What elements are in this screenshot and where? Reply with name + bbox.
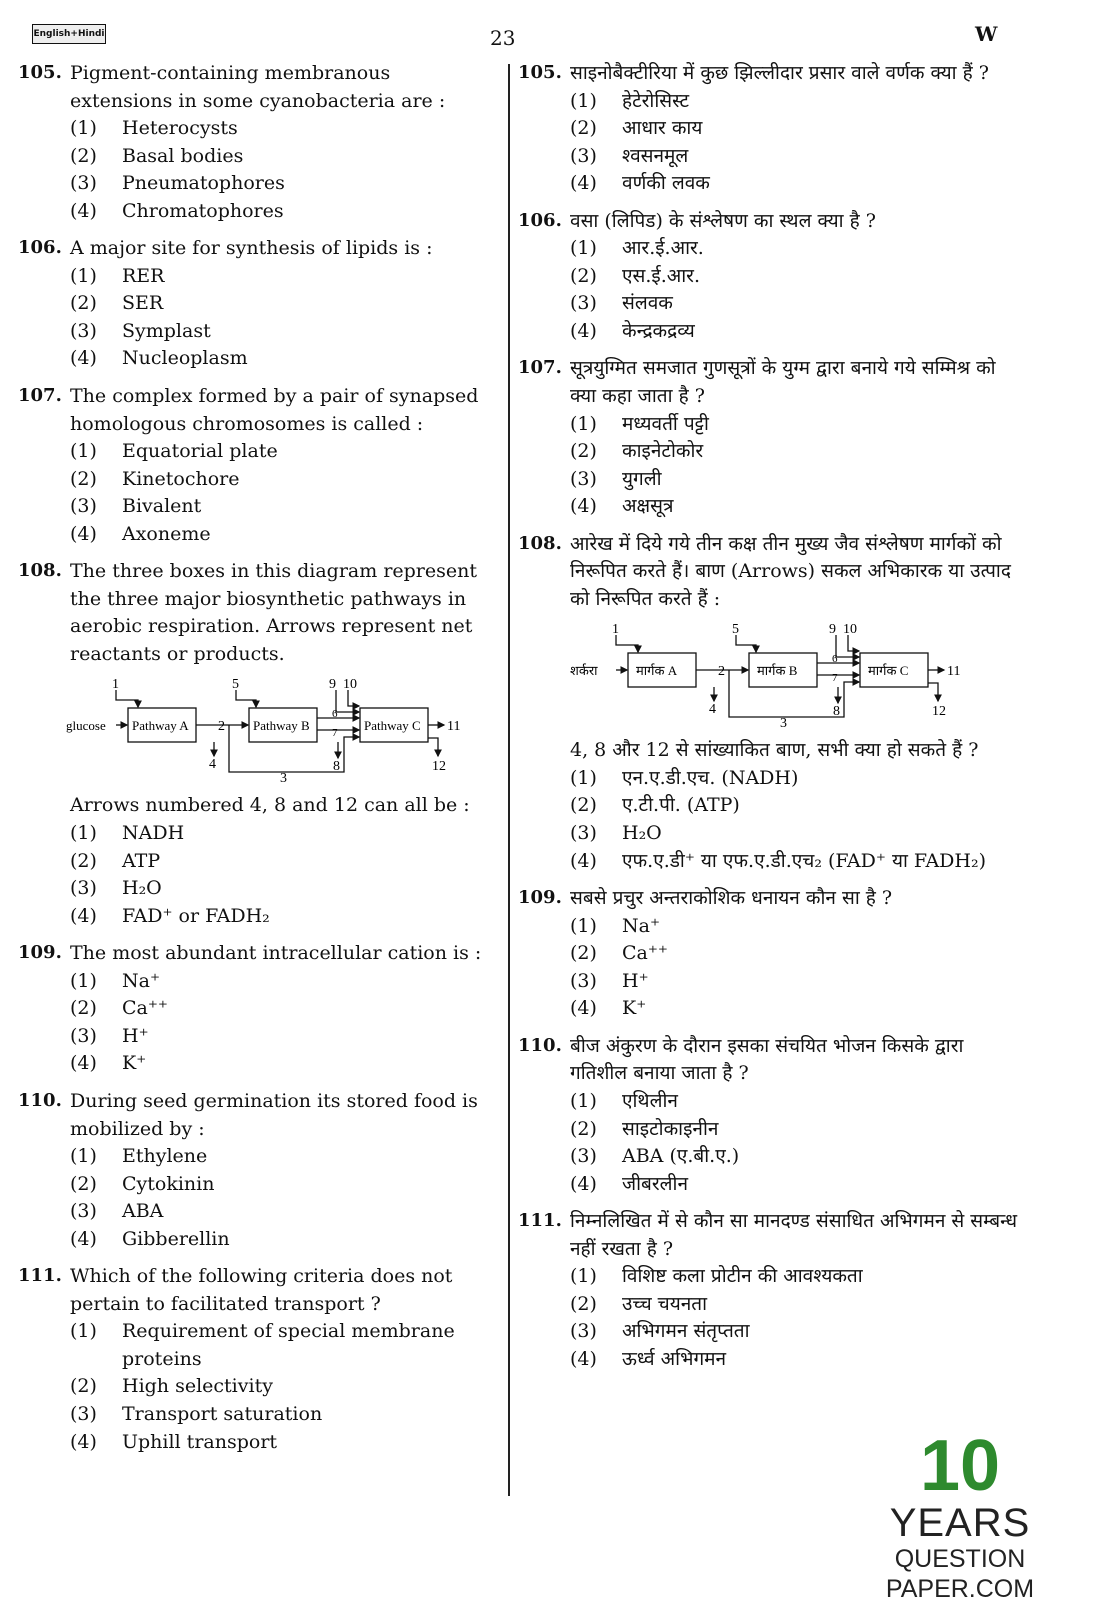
- option-2: (2) Basal bodies: [70, 144, 244, 167]
- question-text: During seed germination its stored food is mobilized by :: [70, 1089, 478, 1140]
- option-2: (2) Ca⁺⁺: [70, 997, 168, 1020]
- question-number: 107.: [18, 385, 62, 407]
- arrow-label-3: 3: [280, 771, 287, 787]
- option-2: (2) एस.ई.आर.: [570, 264, 700, 287]
- pathway-diagram: [566, 621, 1006, 731]
- question-107-hi: [518, 355, 1018, 520]
- logo-number: 10: [919, 1426, 1001, 1506]
- arrow-label-10: 10: [343, 677, 357, 693]
- option-3: (3) Bivalent: [70, 495, 202, 518]
- question-number: 111.: [518, 1210, 562, 1232]
- option-3: (3) Symplast: [70, 319, 211, 342]
- question-number: 105.: [18, 62, 62, 83]
- option-4: (4) केन्द्रकद्रव्य: [570, 319, 695, 342]
- question-number: 106.: [18, 237, 62, 259]
- question-105-hi: [518, 60, 1018, 198]
- question-text: Which of the following criteria does not pertain to facilitated transport ?: [70, 1265, 453, 1315]
- option-1: (1) Na⁺: [570, 914, 660, 937]
- arrow-label-6: 6: [332, 708, 338, 721]
- option-4: (4) Uphill transport: [70, 1430, 278, 1453]
- option-1: (1) RER: [70, 264, 165, 287]
- question-text: बीज अंकुरण के दौरान इसका संचयित भोजन किसके द्वारा गतिशील बनाया जाता है ?: [570, 1034, 964, 1085]
- option-3: (3) H⁺: [70, 1024, 149, 1047]
- arrow-label-5: 5: [232, 677, 239, 693]
- option-4: (4) Axoneme: [70, 522, 211, 545]
- pathway-a-box: Pathway A: [132, 718, 189, 734]
- arrow-label-12: 12: [932, 704, 946, 720]
- option-2: (2) Cytokinin: [70, 1172, 215, 1195]
- question-108-en: [18, 558, 498, 930]
- question-text: The three boxes in this diagram represent the three major biosynthetic pathways in aerobic respiration. Arrows represent net reactants or products.: [70, 560, 477, 665]
- logo-site-name: QUESTION PAPER.COM: [885, 1545, 1035, 1603]
- question-text: साइनोबैक्टीरिया में कुछ झिल्लीदार प्रसार वाले वर्णक क्या हैं ?: [570, 62, 989, 84]
- option-3: (3) Pneumatophores: [70, 172, 285, 195]
- option-1: (1) NADH: [70, 822, 185, 845]
- question-106-en: [18, 235, 498, 373]
- arrow-label-3: 3: [780, 716, 787, 732]
- arrow-label-11: 11: [947, 664, 961, 680]
- option-3: (3) H₂O: [70, 877, 162, 900]
- arrow-label-2: 2: [218, 719, 225, 735]
- logo-years: YEARS: [889, 1501, 1031, 1545]
- arrow-label-8: 8: [833, 704, 840, 720]
- option-1: (1) आर.ई.आर.: [570, 237, 704, 260]
- option-2: (2) काइनेटोकोर: [570, 440, 704, 463]
- option-1: (1) हेटेरोसिस्ट: [570, 89, 690, 112]
- option-2: (2) SER: [70, 292, 164, 315]
- arrow-label-2: 2: [718, 664, 725, 680]
- pathway-b-box: Pathway B: [253, 718, 310, 734]
- option-3: (3) ABA: [70, 1200, 164, 1223]
- question-107-en: [18, 383, 498, 548]
- option-1: (1) मध्यवर्ती पट्टी: [570, 412, 709, 435]
- option-2: (2) उच्च चयनता: [570, 1292, 708, 1315]
- question-111-en: [18, 1263, 498, 1456]
- option-2: (2) ए.टी.पी. (ATP): [570, 794, 740, 817]
- question-number: 108.: [18, 560, 62, 582]
- question-text: सूत्रयुग्मित समजात गुणसूत्रों के युग्म द्वारा बनाये गये सम्मिश्र को क्या कहा जाता है ?: [570, 357, 996, 408]
- question-number: 111.: [18, 1265, 62, 1287]
- option-1: (1) Ethylene: [70, 1145, 208, 1168]
- option-3: (3) युगली: [570, 467, 662, 490]
- question-subtext: Arrows numbered 4, 8 and 12 can all be :: [70, 794, 470, 817]
- question-text: Pigment-containing membranous extensions in some cyanobacteria are :: [70, 62, 446, 112]
- option-3: (3) ABA (ए.बी.ए.): [570, 1145, 740, 1168]
- arrow-label-10: 10: [843, 622, 857, 638]
- arrow-label-1: 1: [612, 622, 619, 638]
- option-4: (4) ऊर्ध्व अभिगमन: [570, 1347, 727, 1370]
- question-text: The most abundant intracellular cation is :: [70, 942, 482, 965]
- option-3: (3) अभिगमन संतृप्तता: [570, 1320, 750, 1343]
- option-3: (3) श्वसनमूल: [570, 144, 689, 167]
- arrow-label-9: 9: [829, 622, 836, 638]
- question-number: 110.: [18, 1089, 62, 1111]
- question-number: 107.: [518, 357, 562, 379]
- site-watermark-logo: [830, 1426, 1090, 1603]
- question-text: वसा (लिपिड) के संश्लेषण का स्थल क्या है ?: [570, 209, 876, 232]
- option-3: (3) Transport saturation: [70, 1402, 323, 1425]
- option-4: (4) K⁺: [70, 1052, 147, 1075]
- arrow-label-4: 4: [209, 757, 216, 773]
- question-109-en: [18, 940, 498, 1078]
- arrow-label-6: 6: [832, 653, 838, 666]
- set-code: W: [975, 22, 998, 46]
- question-109-hi: [518, 885, 1018, 1023]
- pathway-a-box: मार्गक A: [636, 663, 678, 679]
- question-number: 109.: [18, 942, 62, 964]
- question-text: सबसे प्रचुर अन्तराकोशिक धनायन कौन सा है ?: [570, 887, 893, 910]
- option-4: (4) Nucleoplasm: [70, 347, 248, 370]
- option-1: (1) Na⁺: [70, 969, 160, 992]
- question-108-hi: [518, 531, 1018, 875]
- option-2: (2) Ca⁺⁺: [570, 942, 668, 965]
- language-badge: English+Hindi: [32, 24, 106, 44]
- question-110-en: [18, 1088, 498, 1253]
- option-1: (1) Heterocysts: [70, 117, 238, 140]
- arrow-label-4: 4: [709, 702, 716, 718]
- question-subtext: 4, 8 और 12 से सांख्याकित बाण, सभी क्या हो सकते हैं ?: [570, 739, 979, 762]
- diagram-input: शर्करा: [570, 663, 598, 679]
- option-4: (4) एफ.ए.डी⁺ या एफ.ए.डी.एच₂ (FAD⁺ या FADH₂): [570, 849, 987, 872]
- option-4: (4) Chromatophores: [70, 199, 284, 222]
- option-3: (3) संलवक: [570, 292, 673, 315]
- option-2: (2) आधार काय: [570, 117, 703, 140]
- arrow-label-11: 11: [447, 719, 461, 735]
- pathway-diagram: [66, 676, 506, 786]
- option-2: (2) High selectivity: [70, 1375, 273, 1398]
- option-1: (1) Equatorial plate: [70, 440, 278, 463]
- option-3: (3) H⁺: [570, 969, 649, 992]
- option-4: (4) Gibberellin: [70, 1227, 230, 1250]
- question-number: 106.: [518, 209, 562, 231]
- arrow-label-5: 5: [732, 622, 739, 638]
- option-1: (1) विशिष्ट कला प्रोटीन की आवश्यकता: [570, 1265, 863, 1288]
- option-1: (1) Requirement of special membrane proteins: [70, 1320, 455, 1370]
- english-column: [18, 60, 498, 1466]
- question-105-en: [18, 60, 498, 225]
- question-106-hi: [518, 208, 1018, 346]
- option-3: (3) H₂O: [570, 822, 662, 845]
- question-text: आरेख में दिये गये तीन कक्ष तीन मुख्य जैव संश्लेषण मार्गकों को निरूपित करते हैं। बाण (Arrows) सकल अभिकारक या उत्पाद को निरूपित करते हैं :: [570, 532, 1011, 610]
- question-110-hi: [518, 1033, 1018, 1198]
- page-number: 23: [490, 26, 516, 50]
- option-4: (4) जीबरलीन: [570, 1172, 688, 1195]
- arrow-label-7: 7: [332, 727, 338, 740]
- option-2: (2) ATP: [70, 849, 161, 872]
- column-divider: [508, 64, 510, 1496]
- question-111-hi: [518, 1208, 1018, 1373]
- question-text: निम्नलिखित में से कौन सा मानदण्ड संसाधित अभिगमन से सम्बन्ध नहीं रखता है ?: [570, 1210, 1018, 1260]
- option-2: (2) Kinetochore: [70, 467, 240, 490]
- arrow-label-7: 7: [832, 672, 838, 685]
- option-4: (4) वर्णकी लवक: [570, 172, 710, 195]
- question-number: 105.: [518, 62, 562, 83]
- question-number: 109.: [518, 887, 562, 909]
- question-text: A major site for synthesis of lipids is :: [70, 237, 433, 260]
- hindi-column: [518, 60, 1018, 1383]
- arrow-label-9: 9: [329, 677, 336, 693]
- option-1: (1) एन.ए.डी.एच. (NADH): [570, 766, 799, 789]
- pathway-c-box: Pathway C: [364, 718, 421, 734]
- option-2: (2) साइटोकाइनीन: [570, 1117, 719, 1140]
- question-text: The complex formed by a pair of synapsed homologous chromosomes is called :: [70, 385, 479, 435]
- option-4: (4) K⁺: [570, 997, 647, 1020]
- option-4: (4) FAD⁺ or FADH₂: [70, 904, 270, 927]
- diagram-input: glucose: [66, 718, 106, 734]
- option-1: (1) एथिलीन: [570, 1089, 678, 1112]
- question-number: 110.: [518, 1034, 562, 1056]
- arrow-label-8: 8: [333, 759, 340, 775]
- question-number: 108.: [518, 532, 562, 554]
- arrow-label-1: 1: [112, 677, 119, 693]
- pathway-b-box: मार्गक B: [757, 663, 798, 679]
- option-4: (4) अक्षसूत्र: [570, 495, 674, 518]
- arrow-label-12: 12: [432, 759, 446, 775]
- pathway-c-box: मार्गक C: [868, 663, 909, 679]
